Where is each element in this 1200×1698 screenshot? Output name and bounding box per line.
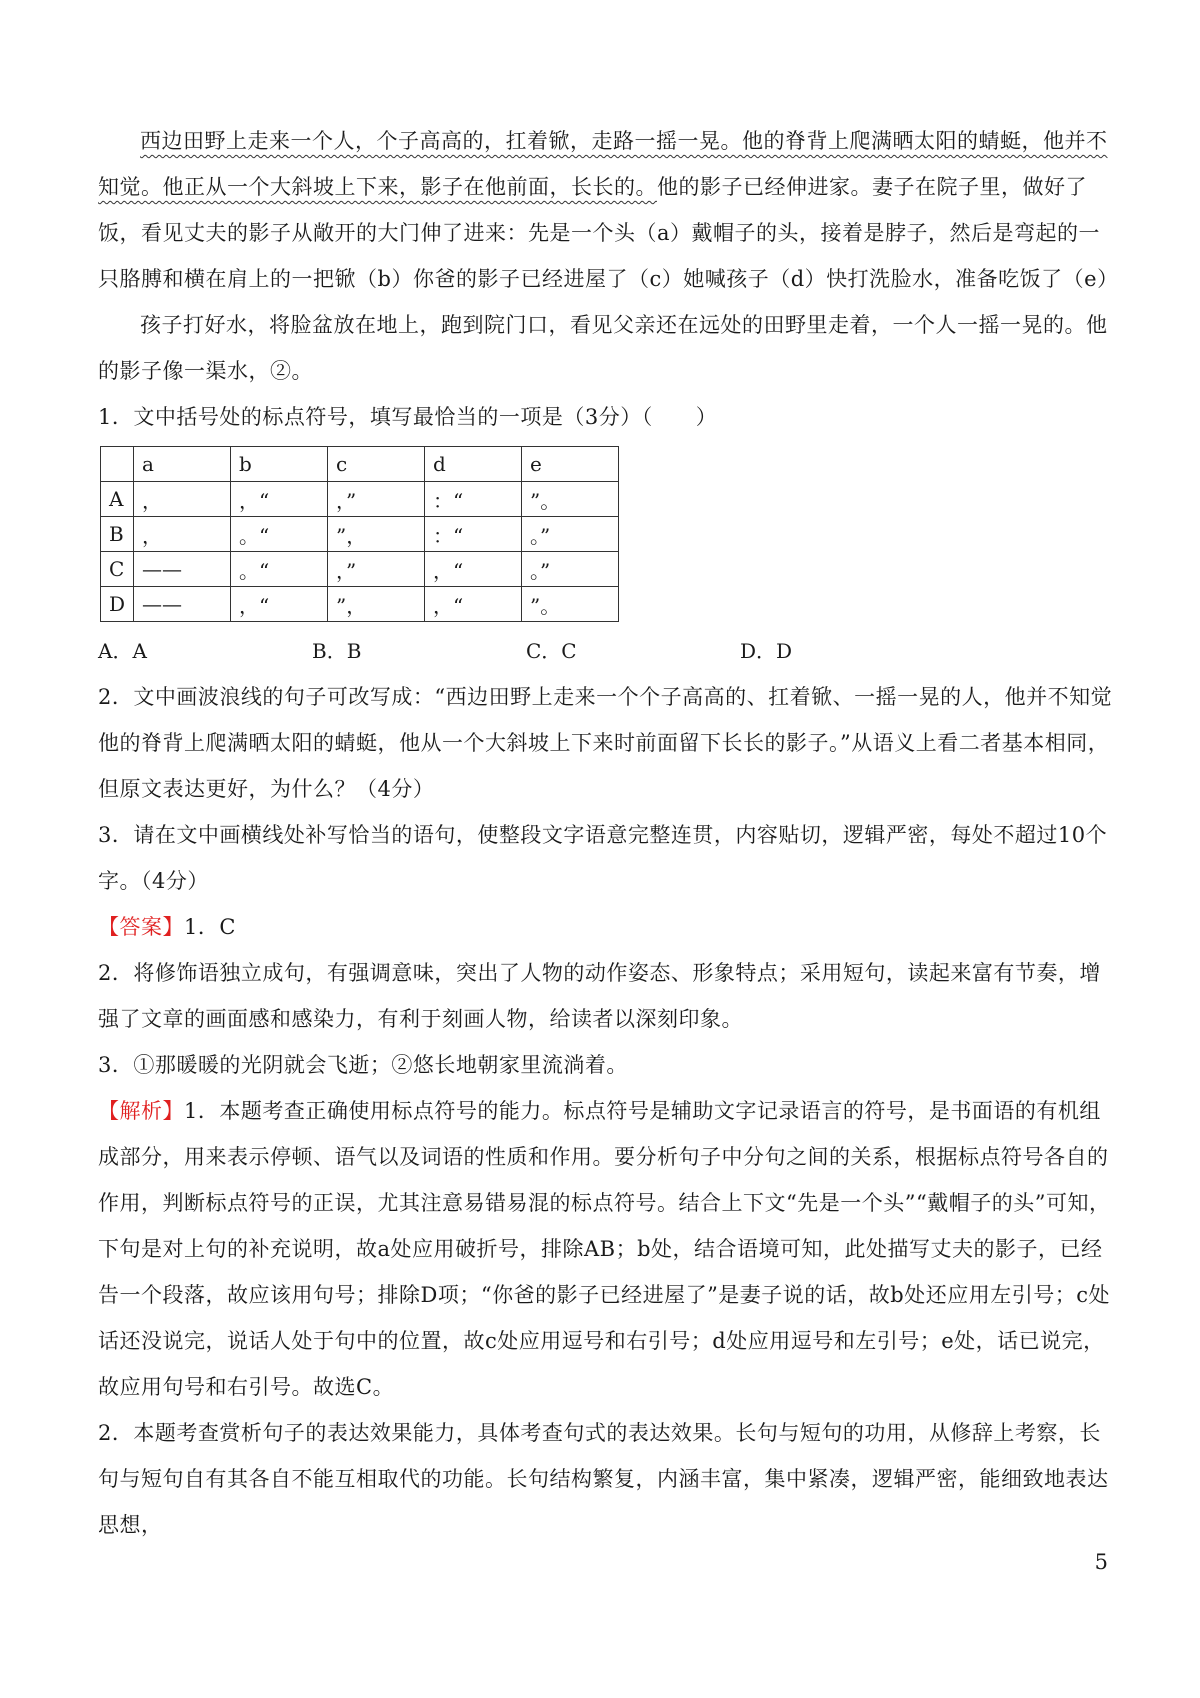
analysis-1-text: 1．本题考查正确使用标点符号的能力。标点符号是辅助文字记录语言的符号，是书面语的有机组成部分，用来表示停顿、语气以及词语的性质和作用。要分析句子中分句之间的关系，根据标点符号各自的作用，判断标点符号的正误，尤其注意易错易混的标点符号。结合上下文“先是一个头”“戴帽子的头”可知，下句是对上句的补充说明，故a处应用破折号，排除AB；b处，结合语境可知，此处描写丈夫的影子，已经告一个段落，故应该用句号；排除D项；“你爸的影子已经进屋了”是妻子说的话，故b处还应用左引号；c处话还没说完，说话人处于句中的位置，故c处应用逗号和右引号；d处应用逗号和左引号；e处，话已说完，故应用句号和右引号。故选C。 — [98, 1099, 1111, 1399]
table-cell: —— — [134, 552, 231, 587]
table-cell: b — [231, 447, 328, 482]
table-cell: a — [134, 447, 231, 482]
table-cell: ，“ — [425, 552, 522, 587]
answer-1-text: 1．C — [184, 915, 236, 939]
table-row — [101, 587, 619, 622]
table-cell: ，” — [328, 482, 425, 517]
answer-1 — [98, 904, 1118, 950]
table-cell: ：“ — [425, 517, 522, 552]
choice-c: C．C — [526, 639, 577, 663]
table-cell: d — [425, 447, 522, 482]
punctuation-options-table — [100, 446, 619, 622]
table-row — [101, 552, 619, 587]
table-cell: 。” — [522, 552, 619, 587]
table-header-row — [101, 447, 619, 482]
table-cell: ，“ — [231, 482, 328, 517]
table-cell: ，“ — [425, 587, 522, 622]
table-cell: ”。 — [522, 482, 619, 517]
table-cell: ”， — [328, 517, 425, 552]
choice-b: B．B — [312, 639, 362, 663]
table-cell: ：“ — [425, 482, 522, 517]
table-cell: ”。 — [522, 587, 619, 622]
choice-a: A．A — [98, 639, 147, 663]
passage-paragraph-1-rest: 他的影子已经伸进家。妻子在院子里，做好了饭，看见丈夫的影子从敞开的大门伸了进来：先是一个头（a）戴帽子的头，接着是脖子，然后是弯起的一只胳膊和横在肩上的一把锨（b）你爸的影子已经进屋了（c）她喊孩子（d）快打洗脸水，准备吃饭了（e） — [98, 175, 1119, 291]
question-2-stem: 2．文中画波浪线的句子可改写成：“西边田野上走来一个个子高高的、扛着锨、一摇一晃的人，他并不知觉他的脊背上爬满晒太阳的蜻蜓，他从一个大斜坡上下来时前面留下长长的影子。”从语义上看二者基本相同，但原文表达更好，为什么？（4分） — [98, 685, 1113, 801]
table-cell: A — [101, 482, 134, 517]
table-cell: 。“ — [231, 517, 328, 552]
table-cell: ”， — [328, 587, 425, 622]
table-cell: ，” — [328, 552, 425, 587]
table-row — [101, 517, 619, 552]
question-1-stem: 1．文中括号处的标点符号，填写最恰当的一项是（3分）（ ） — [98, 405, 718, 429]
analysis-2: 2．本题考查赏析句子的表达效果能力，具体考查句式的表达效果。长句与短句的功用，从修辞上考察，长句与短句自有其各自不能互相取代的功能。长句结构繁复，内涵丰富，集中紧凑，逻辑严密，能细致地表达思想， — [98, 1421, 1109, 1537]
passage-paragraph-2: 孩子打好水，将脸盆放在地上，跑到院门口，看见父亲还在远处的田野里走着，一个人一摇一晃的。他的影子像一渠水，②。 — [98, 313, 1108, 383]
table-cell: e — [522, 447, 619, 482]
table-cell — [101, 447, 134, 482]
answer-tag: 【答案】 — [98, 915, 184, 939]
table-cell: ， — [134, 517, 231, 552]
table-cell: c — [328, 447, 425, 482]
answer-3: 3．①那暖暖的光阴就会飞逝；②悠长地朝家里流淌着。 — [98, 1053, 628, 1077]
question-3-stem: 3．请在文中画横线处补写恰当的语句，使整段文字语意完整连贯，内容贴切，逻辑严密，每处不超过10个字。（4分） — [98, 823, 1108, 893]
choice-d: D．D — [740, 639, 793, 663]
analysis-tag: 【解析】 — [98, 1099, 184, 1123]
table-cell: 。” — [522, 517, 619, 552]
table-cell: ， — [134, 482, 231, 517]
table-cell: 。“ — [231, 552, 328, 587]
table-cell: —— — [134, 587, 231, 622]
table-cell: D — [101, 587, 134, 622]
document-page — [98, 118, 1118, 1548]
question-1-choices — [98, 628, 1118, 674]
answer-2: 2．将修饰语独立成句，有强调意味，突出了人物的动作姿态、形象特点；采用短句，读起来富有节奏，增强了文章的画面感和感染力，有利于刻画人物，给读者以深刻印象。 — [98, 961, 1101, 1031]
table-cell: B — [101, 517, 134, 552]
page-number: 5 — [1094, 1550, 1108, 1574]
passage-paragraph-1 — [98, 118, 1118, 302]
table-row — [101, 482, 619, 517]
table-cell: C — [101, 552, 134, 587]
table-cell: ，“ — [231, 587, 328, 622]
analysis-1 — [98, 1088, 1118, 1410]
wavy-underlined-sentence: 西边田野上走来一个人，个子高高的，扛着锨，走路一摇一晃。他的脊背上爬满晒太阳的蜻蜓，他并不知觉。他正从一个大斜坡上下来，影子在他前面，长长的。 — [98, 129, 1108, 199]
